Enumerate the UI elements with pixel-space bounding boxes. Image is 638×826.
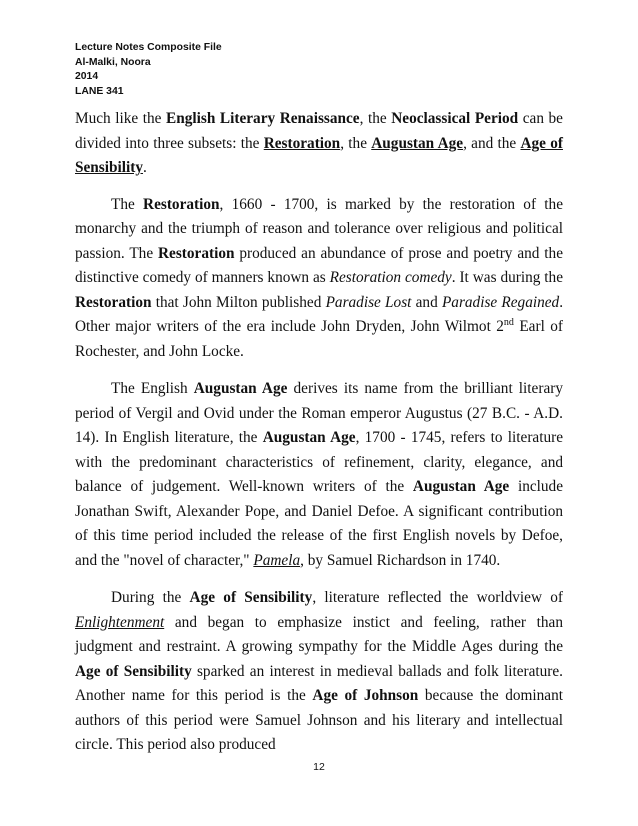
text-run: because the dominant authors of this period were Samuel Johnson and his literary and intellectual circle. This period also produced [75, 687, 563, 753]
bold-term: Age of Sensibility [75, 134, 563, 176]
bold-term: Augustan Age [262, 429, 356, 446]
text-run: derives its name from the brilliant literary period of Vergil and Ovid under the Roman emperor Augustus (27 B.C. - A.D. 14). In English literature, the [75, 380, 563, 446]
paragraph [75, 586, 563, 758]
text-run: The English [111, 380, 194, 397]
text-run: and [411, 293, 442, 311]
bold-term: Restoration [263, 134, 341, 152]
text-run: include Jonathan Swift, Alexander Pope, and Daniel Defoe. A significant contribution of this time period included the release of the first English novels by Defoe, and the "novel of character," [75, 478, 563, 569]
paragraph [75, 193, 563, 365]
bold-term: Age of Johnson [312, 687, 419, 704]
italic-title: Paradise Regained [441, 293, 560, 311]
text-run: and began to emphasize instict and feeling, rather than judgment and restraint. A growing sympathy for the Middle Ages during the [75, 613, 563, 655]
text-run: , 1700 - 1745, refers to literature with the predominant characteristics of refinement, clarity, elegance, and balance of judgement. Well-known writers of the [75, 429, 563, 495]
text-run: , by Samuel Richardson in 1740. [300, 551, 501, 569]
header-course: LANE 341 [75, 85, 124, 97]
text-run: , and the [463, 134, 521, 152]
text-run: . It was during the [451, 269, 563, 286]
text-run: The [111, 195, 144, 213]
document-header [75, 41, 222, 99]
italic-title: Restoration comedy [329, 269, 452, 286]
text-run: that John Milton published [151, 293, 326, 311]
text-run: During the [111, 589, 190, 606]
text-run: . Other major writers of the era include John Dryden, John Wilmot 2 [75, 293, 564, 335]
text-run: can be divided into three subsets: the [75, 110, 563, 152]
text-run: , the [340, 134, 372, 152]
text-run: , 1660 - 1700, is marked by the restoration of the monarchy and the triumph of reason and tolerance over religious and political passion. The [75, 195, 563, 262]
page-number: 12 [313, 761, 325, 773]
bold-term: English Literary Renaissance [166, 110, 360, 127]
bold-term: Restoration [158, 244, 235, 262]
bold-term: Neoclassical Period [391, 110, 519, 127]
document-body [75, 107, 563, 771]
paragraph [75, 107, 563, 181]
header-year: 2014 [75, 71, 99, 82]
bold-term: Restoration [143, 195, 220, 213]
text-run: , the [359, 110, 392, 127]
header-author: Al-Malki, Noora [75, 56, 151, 68]
text-run: , literature reflected the worldview of [312, 589, 563, 606]
header-title: Lecture Notes Composite File [75, 42, 222, 53]
bold-term: Augustan Age [371, 134, 464, 152]
italic-title: Enlightenment [75, 613, 165, 631]
italic-title: Paradise Lost [325, 293, 412, 311]
bold-term: Augustan Age [193, 380, 288, 397]
paragraph [75, 377, 563, 573]
text-run: Earl of Rochester, and John Locke. [75, 318, 563, 360]
bold-term: Restoration [75, 293, 152, 311]
bold-term: Age of Sensibility [75, 662, 192, 680]
italic-title: Pamela [253, 551, 301, 569]
text-run: Much like the [75, 110, 167, 127]
text-run: . [143, 159, 147, 176]
bold-term: Age of Sensibility [189, 589, 313, 606]
text-run: sparked an interest in medieval ballads and folk literature. Another name for this period is the [75, 662, 564, 704]
bold-term: Augustan Age [412, 478, 510, 495]
text-run: produced an abundance of prose and poetry and the distinctive comedy of manners known as [75, 244, 563, 286]
text-run: nd [503, 316, 514, 328]
